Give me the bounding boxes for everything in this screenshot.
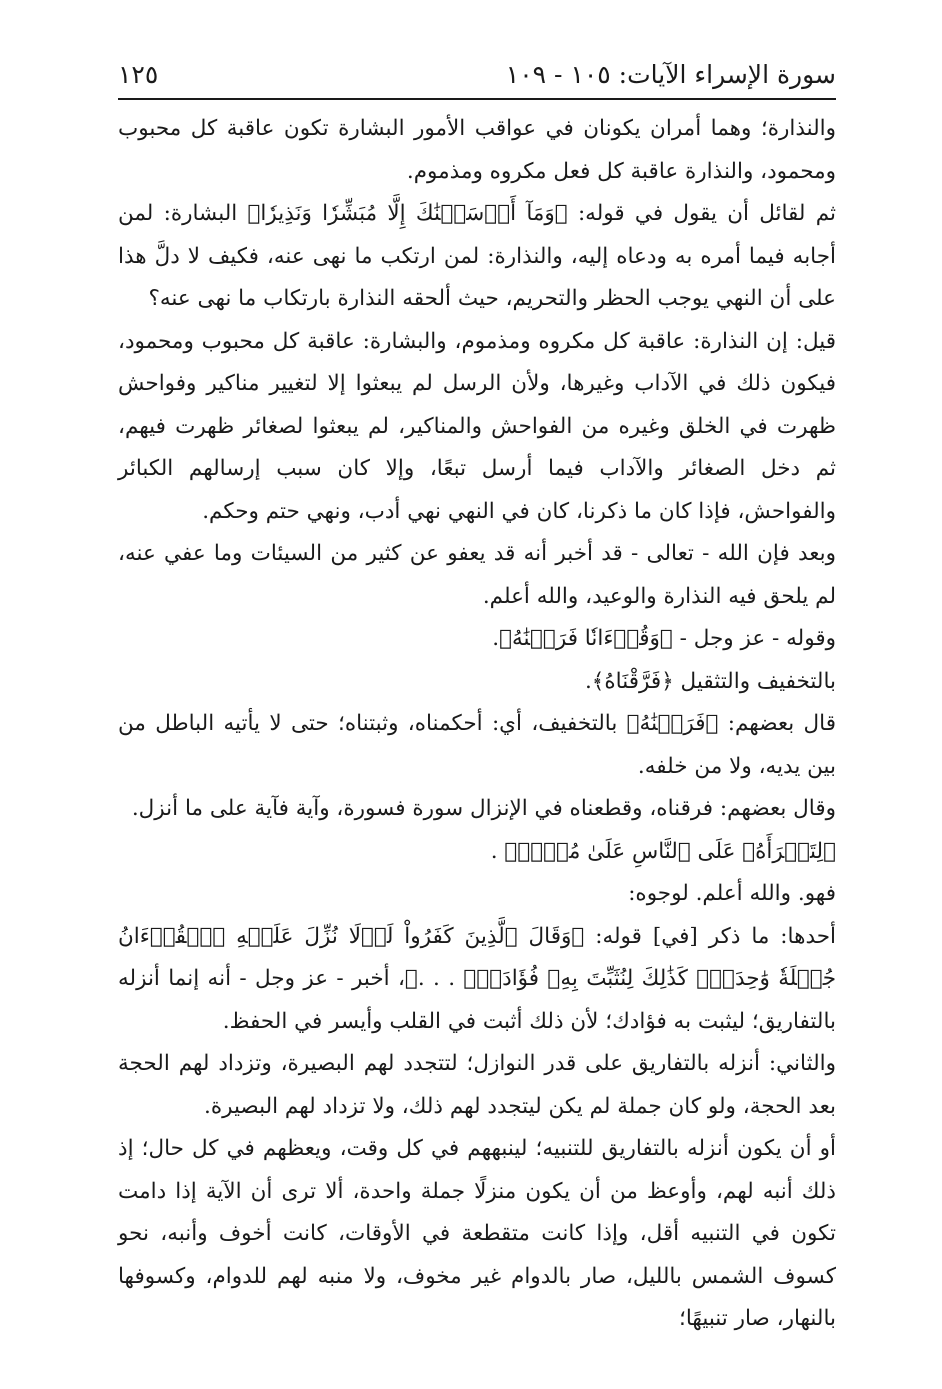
paragraph: ثم لقائل أن يقول في قوله: ﴿وَمَآ أَرۡسَلۡنَٰكَ إِلَّا مُبَشِّرٗا وَنَذِيرٗا﴾ البشارة: لمن أجابه فيما أمره به ودعاه إليه، والنذارة: لمن ارتكب ما نهى عنه، فكيف لا دلَّ هذا على أن النهي يوجب الحظر والتحريم، حيث ألحقه النذارة بارتكاب ما نهى عنه؟ bbox=[118, 201, 836, 311]
book-page bbox=[118, 58, 836, 1341]
paragraph: أو أن يكون أنزله بالتفاريق للتنبيه؛ لينبههم في كل وقت، ويعظهم في كل حال؛ إذ ذلك أنبه لهم، وأوعظ من أن يكون منزلًا جملة واحدة، ألا ترى أن الآية إذا دامت تكون في التنبيه أقل، وإذا كانت متقطعة في الأوقات، كانت أخوف وأنبه، نحو كسوف الشمس بالليل، صار بالدوام غير مخوف، ولا منبه لهم للدوام، وكسوفها بالنهار، صار تنبيهًا؛ bbox=[118, 1136, 836, 1331]
paragraph: فهو. والله أعلم. لوجوه: bbox=[628, 881, 836, 906]
paragraph: أحدها: ما ذكر [في] قوله: ﴿وَقَالَ ٱلَّذِينَ كَفَرُواْ لَوۡلَا نُزِّلَ عَلَيۡهِ ٱلۡقُرۡءَانُ جُمۡلَةٗ وَٰحِدَةٗۚ كَذَٰلِكَ لِنُثَبِّتَ بِهِۦ فُؤَادَكَۖ . . .﴾، أخبر - عز وجل - أنه إنما أنزله بالتفاريق؛ ليثبت به فؤادك؛ لأن ذلك أثبت في القلب وأيسر في الحفظ. bbox=[118, 923, 836, 1034]
paragraph: قيل: إن النذارة: عاقبة كل مكروه ومذموم، والبشارة: عاقبة كل محبوب ومحمود، فيكون ذلك في الآداب وغيرها، ولأن الرسل لم يبعثوا إلا لتغيير مناكير وفواحش ظهرت في الخلق وغيره من الفواحش والمناكير، لم يبعثوا لصغائر ظهرت فيهم، ثم دخل الصغائر والآداب فيما أرسل تبعًا، وإلا كان سبب إرسالهم الكبائر والفواحش، فإذا كان ما ذكرنا، كان في النهي نهي أدب، ونهي حتم وحكم. bbox=[118, 328, 836, 524]
page-number: ١٢٥ bbox=[118, 60, 159, 89]
chapter-title: سورة الإسراء الآيات: ١٠٥ - ١٠٩ bbox=[505, 60, 836, 89]
paragraph: والنذارة؛ وهما أمران يكونان في عواقب الأمور البشارة تكون عاقبة كل محبوب ومحمود، والنذارة عاقبة كل فعل مكروه ومذموم. bbox=[118, 116, 836, 184]
page-body bbox=[118, 108, 836, 1341]
paragraph: بالتخفيف والتثقيل ﴿فَرَّقْنَاهُ﴾. bbox=[584, 668, 836, 694]
paragraph: والثاني: أنزله بالتفاريق على قدر النوازل؛ لتتجدد لهم البصيرة، وتزداد لهم الحجة بعد الحجة، ولو كان جملة لم يكن ليتجدد لهم ذلك، ولا تزداد لهم البصيرة. bbox=[118, 1051, 836, 1119]
paragraph: وقال بعضهم: فرقناه، وقطعناه في الإنزال سورة فسورة، وآية فآية على ما أنزل. bbox=[131, 796, 836, 821]
paragraph: قال بعضهم: ﴿فَرَقۡنَٰهُ﴾ بالتخفيف، أي: أحكمناه، وثبتناه؛ حتى لا يأتيه الباطل من بين يديه، ولا من خلفه. bbox=[118, 711, 836, 779]
paragraph: ﴿لِتَقۡرَأَهُۥ عَلَى ٱلنَّاسِ عَلَىٰ مُكۡثٖ﴾ . bbox=[490, 838, 836, 864]
paragraph: وقوله - عز وجل - ﴿وَقُرۡءَانٗا فَرَقۡنَٰهُ﴾. bbox=[492, 626, 836, 651]
page-header bbox=[118, 58, 836, 100]
paragraph: وبعد فإن الله - تعالى - قد أخبر أنه قد يعفو عن كثير من السيئات وما عفي عنه، لم يلحق فيه النذارة والوعيد، والله أعلم. bbox=[118, 541, 836, 609]
